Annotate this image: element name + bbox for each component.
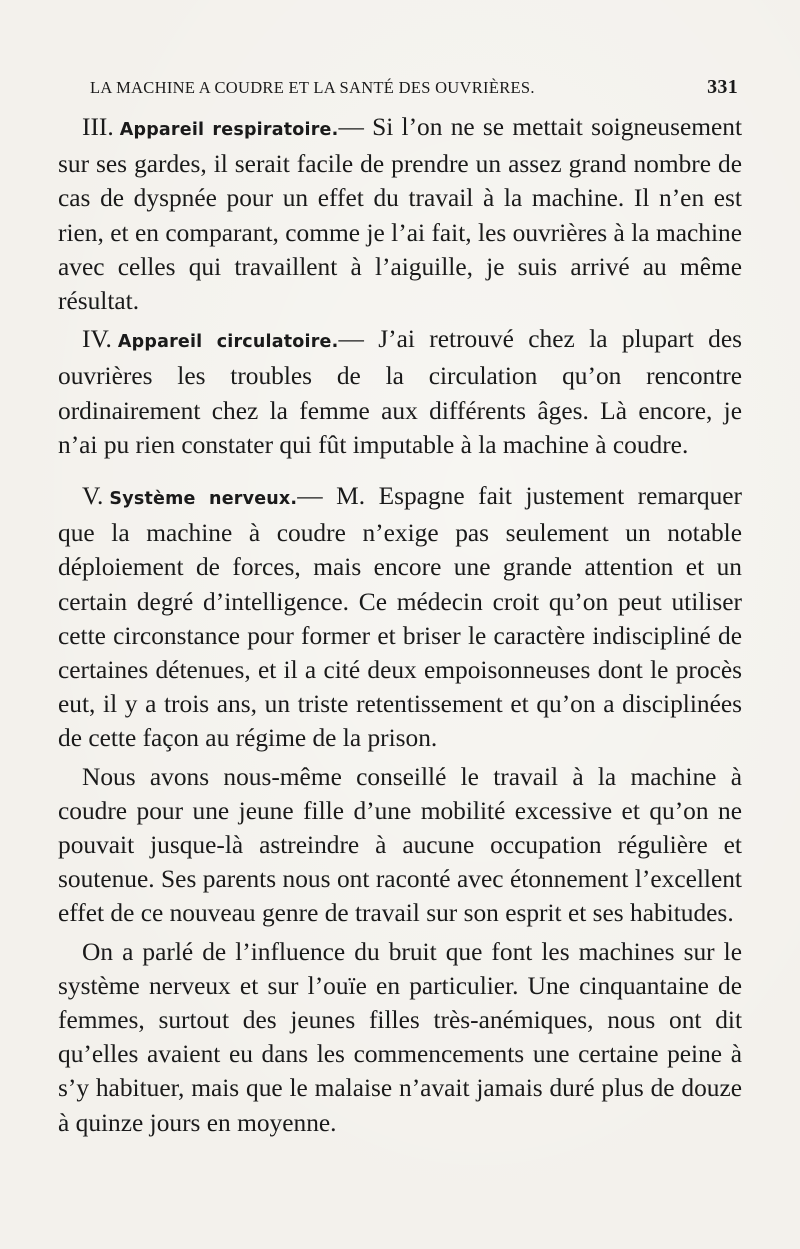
section-text: — J’ai retrouvé chez la plupart des ouvrières les troubles de la circulation qu’on rencontre ordinairement chez la femme aux différents âges. Là encore, je n’ai pu rien constater qui fût imputable à la machine à coudre. [58, 325, 742, 459]
body-text [58, 110, 742, 1140]
section-circulatoire [58, 322, 742, 462]
section-heading: Système nerveux. [109, 489, 298, 510]
section-numeral: V. [82, 482, 104, 511]
section-respiratoire [58, 110, 742, 318]
running-header [90, 76, 738, 98]
paragraph: On a parlé de l’influence du bruit que font les machines sur le système nerveux et sur l’ouïe en particulier. Une cinquantaine de femmes, surtout des jeunes filles très-anémiques, nous ont dit qu’elles avaient eu dans les commencements une certaine peine à s’y habituer, mais que le malaise n’avait jamais duré plus de douze à quinze jours en moyenne. [58, 937, 742, 1137]
page-number: 331 [707, 76, 738, 98]
section-heading: Appareil respiratoire. [119, 120, 339, 140]
section-numeral: III. [82, 113, 114, 141]
section-text: — M. Espagne fait justement remarquer que la machine à coudre n’exige pas seulement un notable déploiement de forces, mais encore une grande attention et un certain degré d’intelligence. Ce médecin croit qu’on peut utiliser cette circonstance pour former et briser le caractère indiscipliné de certaines détenues, et il a cité deux empoisonneuses dont le procès eut, il y a trois ans, un triste retentissement et qu’on a disciplinées de cette façon au régime de la prison. [58, 482, 742, 753]
paragraph: Nous avons nous-même conseillé le travail à la machine à coudre pour une jeune fille d’une mobilité excessive et qu’on ne pouvait jusque-là astreindre à aucune occupation régulière et soutenue. Ses parents nous ont raconté avec étonnement l’excellent effet de ce nouveau genre de travail sur son esprit et ses habitudes. [58, 762, 742, 928]
running-title: LA MACHINE A COUDRE ET LA SANTÉ DES OUVRIÈRES. [90, 78, 535, 97]
section-nerveux [58, 479, 742, 756]
section-text: — Si l’on ne se mettait soigneusement sur ses gardes, il serait facile de prendre un assez grand nombre de cas de dyspnée pour un effet du travail à la machine. Il n’en est rien, et en comparant, comme je l’ai fait, les ouvrières à la machine avec celles qui travaillent à l’aiguille, je suis arrivé au même résultat. [58, 113, 742, 316]
section-numeral: IV. [82, 325, 112, 354]
section-heading: Appareil circulatoire. [117, 332, 339, 353]
